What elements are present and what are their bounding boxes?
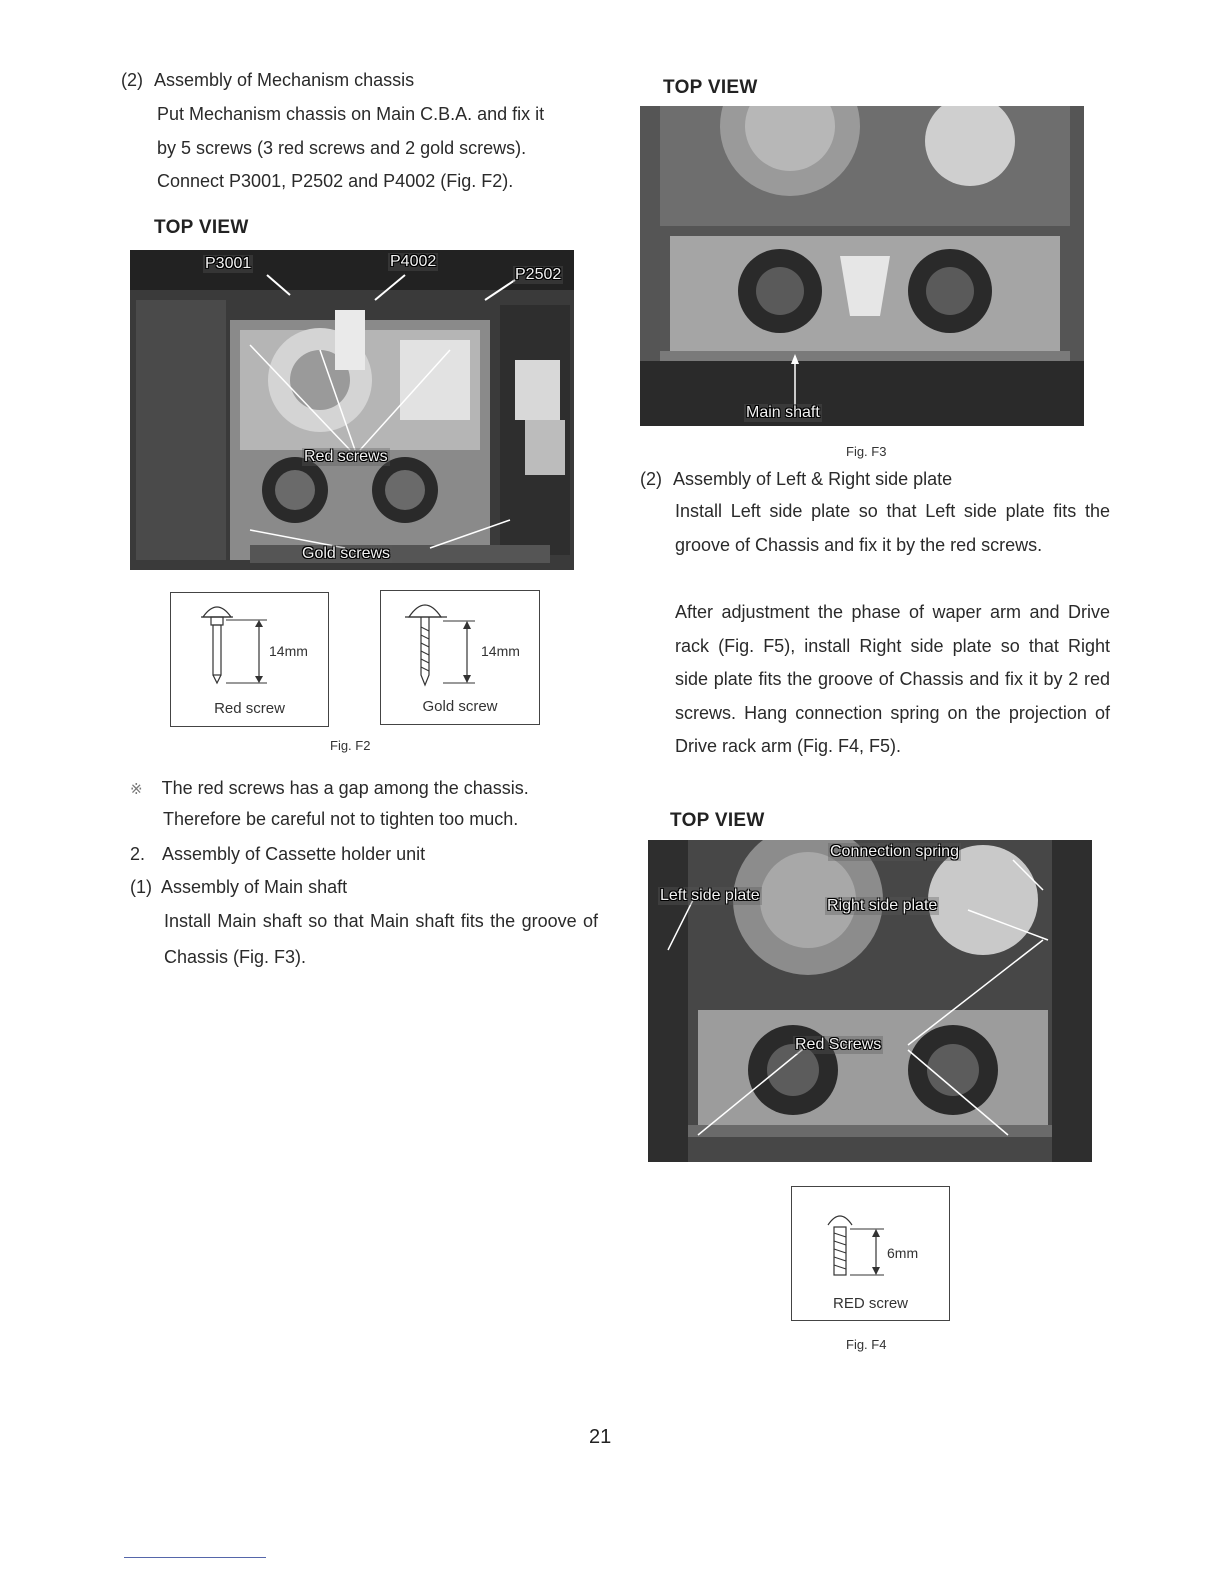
- red-screws-label: Red Screws: [795, 1036, 882, 1053]
- main-shaft-label: Main shaft: [746, 404, 820, 421]
- body-line: Put Mechanism chassis on Main C.B.A. and fix it: [157, 104, 545, 124]
- note-mark: ※: [130, 781, 143, 798]
- figure-caption-f3: Fig. F3: [846, 444, 887, 459]
- item-1-body: Install Main shaft so that Main shaft fits the groove of Chassis (Fig. F3).: [164, 911, 598, 967]
- top-view-heading: TOP VIEW: [670, 810, 765, 831]
- section-number: (2): [640, 469, 662, 489]
- item-1-heading: [130, 877, 347, 898]
- screw-name: Red screw: [214, 700, 285, 717]
- section-title: Assembly of Left & Right side plate: [673, 469, 953, 489]
- screw-length: 6mm: [887, 1245, 919, 1261]
- body-line: Connect P3001, P2502 and P4002 (Fig. F2).: [157, 171, 514, 191]
- section-2-right-body-1: Install Left side plate so that Left side plate fits the groove of Chassis and fix it by the red screws.: [675, 501, 1110, 555]
- item-2-heading: [130, 844, 425, 865]
- left-side-plate-label: Left side plate: [660, 887, 760, 904]
- chassis-photo-drawing: [130, 250, 574, 570]
- connection-spring-label: Connection spring: [830, 843, 959, 860]
- side-plate-photo: [648, 840, 1092, 1162]
- caution-note: [130, 778, 529, 799]
- right-side-plate-label: Right side plate: [827, 897, 938, 914]
- gold-screw-diagram: [380, 590, 540, 725]
- screw-icon: [792, 1187, 949, 1297]
- red-screws-label: Red screws: [304, 448, 388, 465]
- screw-length: 14mm: [269, 643, 308, 659]
- section-number: (2): [121, 70, 143, 90]
- section-2-right-heading: [640, 469, 952, 490]
- main-shaft-photo-drawing: [640, 106, 1084, 426]
- gold-screws-label: Gold screws: [302, 545, 391, 562]
- top-view-heading: TOP VIEW: [663, 77, 758, 98]
- top-view-heading: TOP VIEW: [154, 217, 249, 238]
- section-2-body: [157, 98, 607, 199]
- page-number: 21: [589, 1426, 612, 1448]
- screw-length: 14mm: [481, 643, 520, 659]
- note-line: Therefore be careful not to tighten too much.: [163, 809, 519, 829]
- item-title: Assembly of Cassette holder unit: [162, 844, 426, 864]
- footer-rule: [124, 1557, 266, 1558]
- figure-caption-f4: Fig. F4: [846, 1337, 887, 1352]
- section-2-heading: [121, 70, 414, 91]
- red-screw-diagram: [170, 592, 329, 727]
- item-number: (1): [130, 877, 152, 897]
- main-shaft-photo: [640, 106, 1084, 426]
- p2502-label: P2502: [515, 266, 562, 283]
- red-screw-6mm-diagram: [791, 1186, 950, 1321]
- item-title: Assembly of Main shaft: [161, 877, 348, 897]
- note-line: The red screws has a gap among the chassis.: [161, 778, 529, 798]
- section-title: Assembly of Mechanism chassis: [154, 70, 415, 90]
- figure-caption-f2: Fig. F2: [330, 738, 371, 753]
- p3001-label: P3001: [205, 255, 252, 272]
- screw-name: RED screw: [832, 1295, 908, 1312]
- p4002-label: P4002: [390, 253, 437, 270]
- screw-name: Gold screw: [422, 698, 498, 715]
- mechanism-chassis-photo: [130, 250, 574, 570]
- section-2-right-body-2: After adjustment the phase of waper arm and Drive rack (Fig. F5), install Right side plate so that Right side plate fits the groove of Chassis and fix it by 2 red screws. Hang connection spring on the projection of Drive rack arm (Fig. F4, F5).: [675, 602, 1110, 756]
- item-number: 2.: [130, 844, 146, 864]
- body-line: by 5 screws (3 red screws and 2 gold screws).: [157, 137, 527, 158]
